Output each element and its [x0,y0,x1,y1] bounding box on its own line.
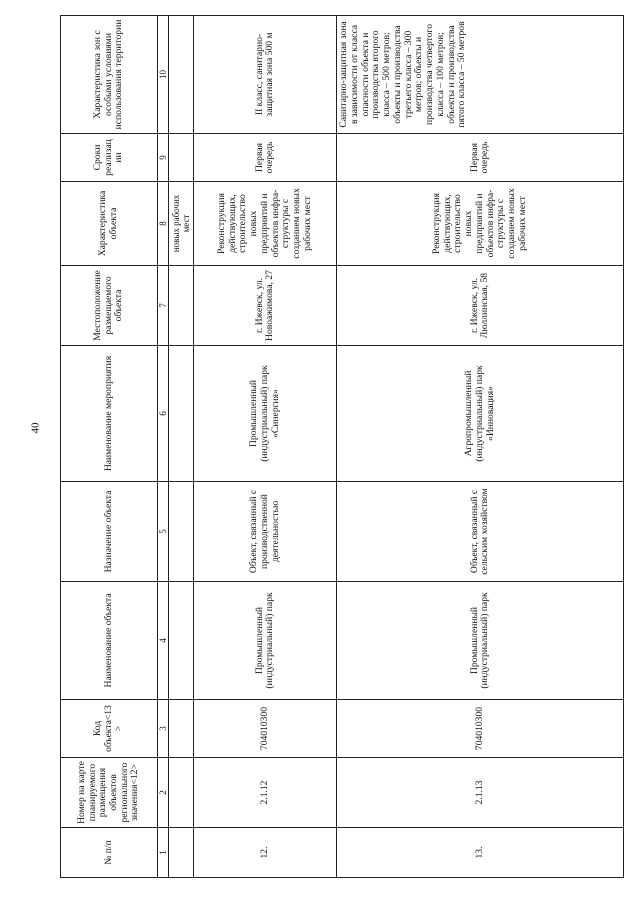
col-number: 3 [158,700,169,758]
row-location: г. Ижевск, ул. Новоажимова, 27 [194,266,337,346]
row-code: 704010300 [337,700,624,758]
header-purpose: Назначение объекта [61,482,158,582]
col-number: 5 [158,482,169,582]
row-zones: Санитарно-защитная зона в зависимости от класса опасности объекта и производства второго класса – 500 метров; объекты и производства третьего класса – 300 метров; объекты и производства четвертого класса – 100 метров; объекты и производства пятого класса – 50 метров [337,16,624,134]
col-number: 1 [158,828,169,878]
row-purpose: Объект, связанный с сельским хозяйством [337,482,624,582]
row-map-number: 2.1.12 [194,758,337,828]
row-num: 12. [194,828,337,878]
row-term: Первая очередь [194,134,337,182]
header-code: Код объекта<13> [61,700,158,758]
row-term: Первая очередь [337,134,624,182]
continuation-row [169,16,194,878]
row-code: 704010300 [194,700,337,758]
row-characteristic: Реконструкция действующих, строительство новых предприятий и объектов инфра-структуры с созданием новых рабочих мест [337,182,624,266]
col-number: 8 [158,182,169,266]
header-zones: Характеристика зон с особыми условиями использования территории [61,16,158,134]
column-numbers-row [158,16,169,878]
col-number: 4 [158,582,169,700]
table-sheet [60,16,620,878]
header-characteristic: Характеристика объекта [61,182,158,266]
col-number: 6 [158,346,169,482]
row-purpose: Объект, связанный с производственной деятельностью [194,482,337,582]
continuation-text: новых рабочих мест [169,182,194,266]
header-term: Сроки реализации [61,134,158,182]
table-row [194,16,337,878]
header-row [61,16,158,878]
header-name: Наименование объекта [61,582,158,700]
row-map-number: 2.1.13 [337,758,624,828]
page-number: 40 [29,422,42,434]
row-num: 13. [337,828,624,878]
objects-table [60,15,624,878]
row-name: Промышленный (индустриальный) парк [194,582,337,700]
rotated-table-wrapper [60,16,620,878]
header-location: Местоположение размещаемого объекта [61,266,158,346]
row-location: г. Ижевск, ул. Люллинская, 58 [337,266,624,346]
row-measure: Агропромышленный (индустриальный) парк «Инновация» [337,346,624,482]
col-number: 7 [158,266,169,346]
col-number: 2 [158,758,169,828]
col-number: 9 [158,134,169,182]
row-zones: II класс, санитарно-защитная зона 500 м [194,16,337,134]
row-characteristic: Реконструкция действующих, строительство новых предприятий и объектов инфра-структуры с созданием новых рабочих мест [194,182,337,266]
header-num: № п/п [61,828,158,878]
col-number: 10 [158,16,169,134]
table-row [337,16,624,878]
header-measure: Наименование мероприятия [61,346,158,482]
row-name: Промышленный (индустриальный) парк [337,582,624,700]
header-map-number: Номер на карте планируемого размещения объектов регионального значения<12> [61,758,158,828]
row-measure: Промышленный (индустриальный) парк «Синергия» [194,346,337,482]
